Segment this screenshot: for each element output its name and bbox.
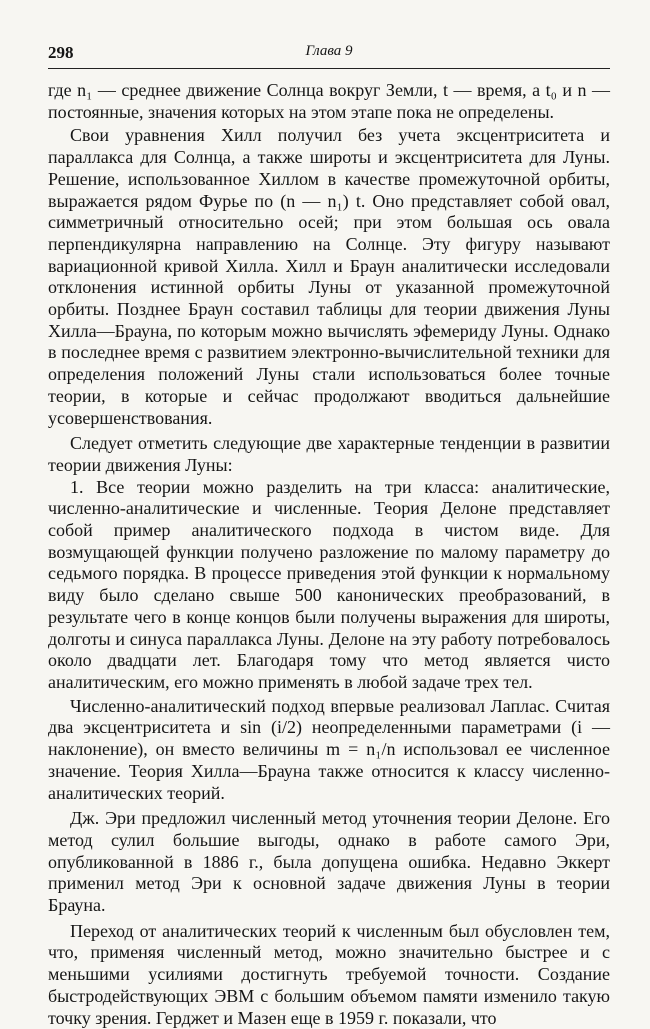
paragraph-4: 1. Все теории можно разделить на три класса: аналитические, численно-аналитические и численные. Теория Делоне представляет собой пример аналитического подхода в чистом виде. Для возмущающей функции получено разложение по малому параметру до седьмого порядка. В процессе приведения этой функции к нормальному виду было сделано свыше 500 канонических преобразований, в результате чего в конце концов были получены выражения для широты, долготы и синуса параллакса Луны. Делоне на эту работу потребовалось около двадцати лет. Благодаря тому что метод является чисто аналитическим, его можно применять в любой задаче трех тел. — [48, 476, 610, 692]
paragraph-7: Переход от аналитических теорий к численным был обусловлен тем, что, применяя численный метод, можно значительно быстрее и с меньшими усилиями достигнуть требуемой точности. Создание быстродействующих ЭВМ с большим объемом памяти изменило такую точку зрения. Герджет и Мазен еще в 1959 г. показали, что — [48, 920, 610, 1028]
paragraph-5: Численно-аналитический подход впервые реализовал Лаплас. Считая два эксцентриситета и sin (i/2) неопределенными параметрами (i — наклонение), он вместо величины m = n₁/n использовал ее численное значение. Теория Хилла—Брауна также относится к классу численно-аналитических теорий. — [48, 695, 610, 803]
paragraph-3: Следует отметить следующие две характерные тенденции в развитии теории движения Луны: — [48, 433, 610, 475]
chapter-title: Глава 9 — [305, 43, 353, 59]
running-header — [48, 43, 610, 65]
page-number: 298 — [48, 43, 74, 62]
page-body — [48, 80, 610, 1029]
paragraph-1: где n₁ — среднее движение Солнца вокруг Земли, t — время, а t₀ и n — постоянные, значения которых на этом этапе пока не определены. — [48, 80, 610, 122]
paragraph-2: Свои уравнения Хилл получил без учета эксцентриситета и параллакса для Солнца, а также широты и эксцентриситета для Луны. Решение, использованное Хиллом в качестве промежуточной орбиты, выражается рядом Фурье по (n — n₁) t. Оно представляет собой овал, симметричный относительно осей; при этом большая ось овала перпендикулярна направлению на Солнце. Эту фигуру называют вариационной кривой Хилла. Хилл и Браун аналитически исследовали отклонения истинной орбиты Луны от указанной промежуточной орбиты. Позднее Браун составил таблицы для теории движения Луны Хилла—Брауна, по которым можно вычислять эфемериду Луны. Однако в последнее время с развитием электронно-вычислительной техники для определения положений Луны стали использоваться более точные теории, в которые и сейчас продолжают вводиться дальнейшие усовершенствования. — [48, 125, 610, 428]
header-rule — [48, 68, 610, 69]
paragraph-6: Дж. Эри предложил численный метод уточнения теории Делоне. Его метод сулил большие выгоды, однако в работе самого Эри, опубликованной в 1886 г., была допущена ошибка. Недавно Эккерт применил метод Эри к основной задаче движения Луны в теории Брауна. — [48, 808, 610, 916]
